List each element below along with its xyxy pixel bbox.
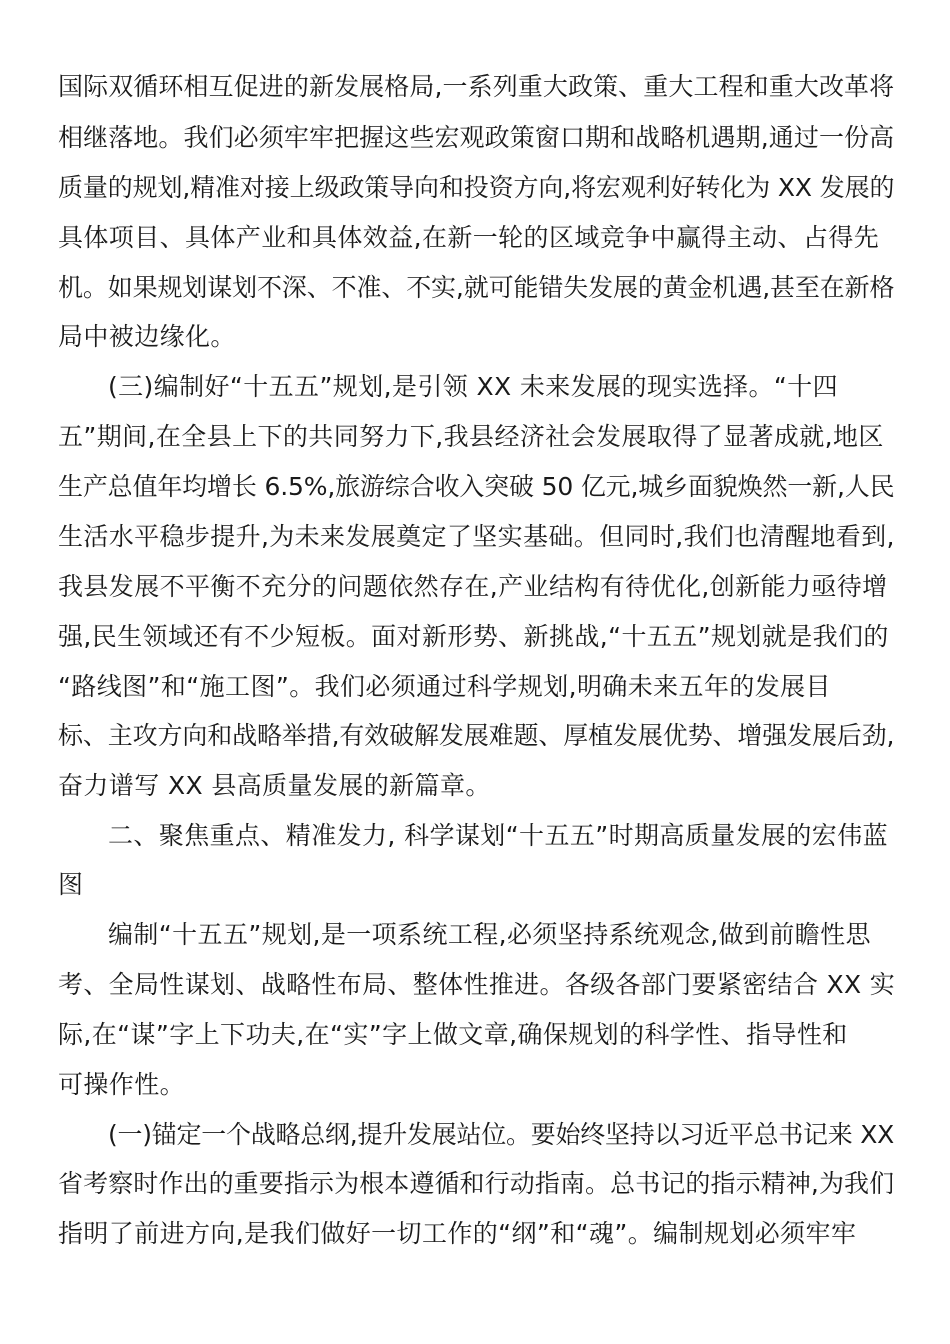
text-line: 我县发展不平衡不充分的问题依然存在,产业结构有待优化,创新能力亟待增 (58, 572, 888, 601)
text-line: 图 (58, 870, 84, 899)
text-line: 标、主攻方向和战略举措,有效破解发展难题、厚植发展优势、增强发展后劲, (58, 721, 895, 750)
text-line: 省考察时作出的重要指示为根本遵循和行动指南。总书记的指示精神,为我们 (58, 1169, 895, 1198)
text-line: 强,民生领域还有不少短板。面对新形势、新挑战,“十五五”规划就是我们的 (58, 622, 889, 651)
text-line: 具体项目、具体产业和具体效益,在新一轮的区域竞争中赢得主动、占得先 (58, 223, 880, 252)
text-line: 国际双循环相互促进的新发展格局,一系列重大政策、重大工程和重大改革将 (58, 72, 895, 101)
text-line: 机。如果规划谋划不深、不准、不实,就可能错失发展的黄金机遇,甚至在新格 (58, 273, 895, 302)
text-line: 质量的规划,精准对接上级政策导向和投资方向,将宏观利好转化为 XX 发展的 (58, 173, 895, 202)
paragraph-start: 编制“十五五”规划,是一项系统工程,必须坚持系统观念,做到前瞻性思 (108, 920, 871, 949)
text-line: 考、全局性谋划、战略性布局、整体性推进。各级各部门要紧密结合 XX 实 (58, 970, 896, 999)
text-line: 奋力谱写 XX 县高质量发展的新篇章。 (58, 771, 491, 800)
text-line: 五”期间,在全县上下的共同努力下,我县经济社会发展取得了显著成就,地区 (58, 422, 884, 451)
section-heading-3: (三)编制好“十五五”规划,是引领 XX 未来发展的现实选择。“十四 (108, 372, 839, 401)
section-heading-2: 二、聚焦重点、精准发力, 科学谋划“十五五”时期高质量发展的宏伟蓝 (108, 821, 888, 850)
text-line: 生产总值年均增长 6.5%,旅游综合收入突破 50 亿元,城乡面貌焕然一新,人民 (58, 472, 895, 501)
section-heading-1: (一)锚定一个战略总纲,提升发展站位。要始终坚持以习近平总书记来 XX (108, 1120, 895, 1149)
text-line: 相继落地。我们必须牢牢把握这些宏观政策窗口期和战略机遇期,通过一份高 (58, 123, 895, 152)
text-line: 指明了前进方向,是我们做好一切工作的“纲”和“魂”。编制规划必须牢牢 (58, 1219, 857, 1248)
text-line: 际,在“谋”字上下功夫,在“实”字上做文章,确保规划的科学性、指导性和 (58, 1020, 848, 1049)
text-line: 局中被边缘化。 (58, 322, 236, 351)
text-line: 可操作性。 (58, 1070, 186, 1099)
text-line: “路线图”和“施工图”。我们必须通过科学规划,明确未来五年的发展目 (58, 672, 831, 701)
text-line: 生活水平稳步提升,为未来发展奠定了坚实基础。但同时,我们也清醒地看到, (58, 522, 895, 551)
